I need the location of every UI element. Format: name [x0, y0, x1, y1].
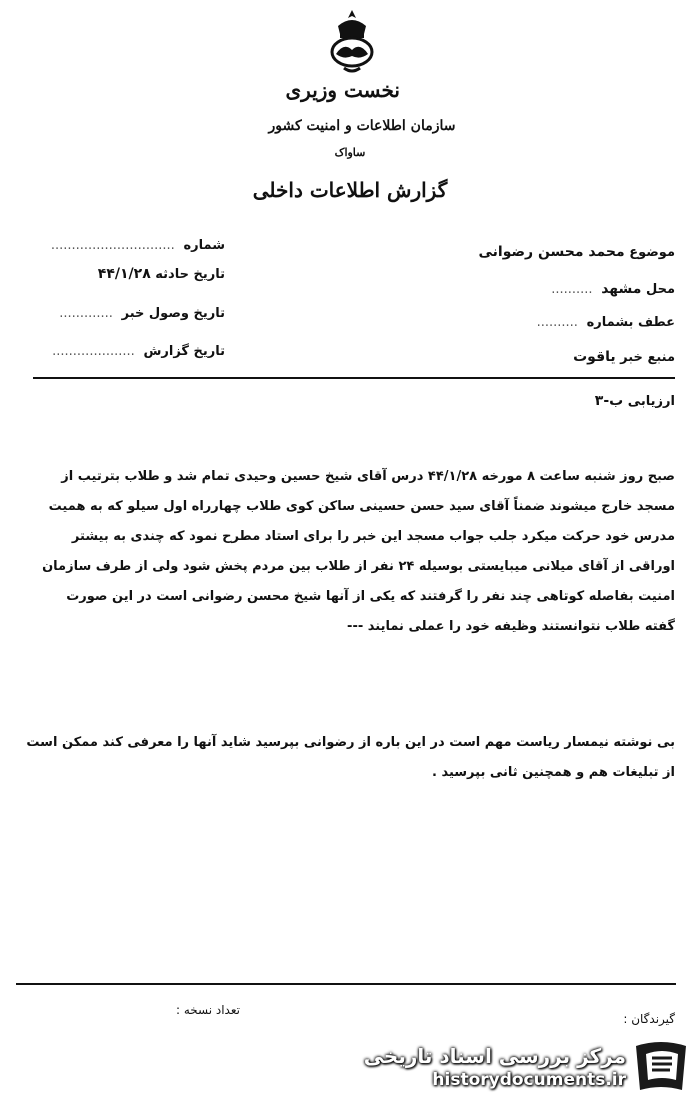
- source-value: یاقوت: [573, 349, 616, 365]
- copies-label: تعداد نسخه :: [175, 1003, 240, 1017]
- body-paragraph-2: بی نوشته نیمسار ریاست مهم است در این باره از رضوانی بپرسید شاید آنها را معرفی کند ممکن است از تبلیغات هم و همچنین ثانی بپرسید .: [26, 735, 675, 780]
- footer-divider: [16, 983, 676, 985]
- watermark-url: historydocuments.ir: [432, 1070, 626, 1090]
- office-heading: نخست وزیری: [285, 78, 400, 102]
- subject-field: [400, 244, 675, 260]
- incident-date-field: [35, 266, 225, 282]
- incident-date-label: تاریخ حادثه: [155, 267, 225, 282]
- incident-date-value: ۴۴/۱/۲۸: [97, 266, 151, 282]
- reference-field: [480, 315, 675, 330]
- watermark-name: مرکز بررسی اسناد تاریخی: [363, 1044, 626, 1068]
- blank-line: ..........: [551, 282, 597, 297]
- blank-line: .............: [59, 306, 118, 321]
- report-date-field: [45, 344, 225, 359]
- grade-field: [540, 393, 675, 409]
- grade-label: ارزیابی: [627, 394, 675, 409]
- grade-value: ب-۳: [594, 393, 624, 409]
- body-paragraph-1: صبح روز شنبه ساعت ۸ مورخه ۴۴/۱/۲۸ درس آقای شیخ حسین وحیدی تمام شد و طلاب بترتیب از مسجد خارج میشوند ضمناً آقای سید حسن حسینی ساکن کوی طلاب چهارراه اول سیلو که به همیت مدرس خود حرکت میکرد جلب جواب مسجد این خبر را برای استاد مطرح نمود که چندی به بیشتر اوراقی از آقای میلانی میبایستی بوسیله ۲۴ نفر از طلاب بین مردم پخش شود ولی از طرف سازمان امنیت بفاصله کوتاهی چند نفر را گرفتند که یکی از آنها شیخ محسن رضوانی است در این صورت گفته طلاب نتوانستند وظیفه خود را عملی نمایند ---: [42, 469, 675, 634]
- source-field: [480, 349, 675, 365]
- number-field: [50, 238, 225, 253]
- sub-unit-heading: ساواک: [334, 146, 366, 159]
- organization-heading: سازمان اطلاعات و امنیت کشور: [268, 118, 456, 134]
- report-date-label: تاریخ گزارش: [143, 344, 225, 359]
- subject-label: موضوع: [629, 245, 675, 260]
- blank-line: ..........: [536, 315, 583, 330]
- source-label: منبع خبر: [620, 350, 675, 365]
- blank-line: ....................: [52, 344, 139, 359]
- location-value: مشهد: [601, 281, 642, 297]
- location-label: محل: [645, 282, 675, 297]
- lion-and-sun-crown-emblem-icon: [322, 8, 382, 76]
- reference-label: عطف بشماره: [586, 315, 675, 330]
- receipt-date-field: [40, 306, 225, 321]
- blank-line: ..............................: [50, 238, 179, 253]
- location-field: [480, 281, 675, 297]
- receipt-date-label: تاریخ وصول خبر: [121, 306, 225, 321]
- subject-value: محمد محسن رضوانی: [478, 244, 625, 260]
- report-title: گزارش اطلاعات داخلی: [252, 178, 448, 202]
- header-divider: [33, 377, 675, 379]
- recipients-label: گیرندگان :: [623, 1012, 675, 1026]
- archive-book-logo-icon: [632, 1040, 690, 1094]
- number-label: شماره: [183, 238, 225, 253]
